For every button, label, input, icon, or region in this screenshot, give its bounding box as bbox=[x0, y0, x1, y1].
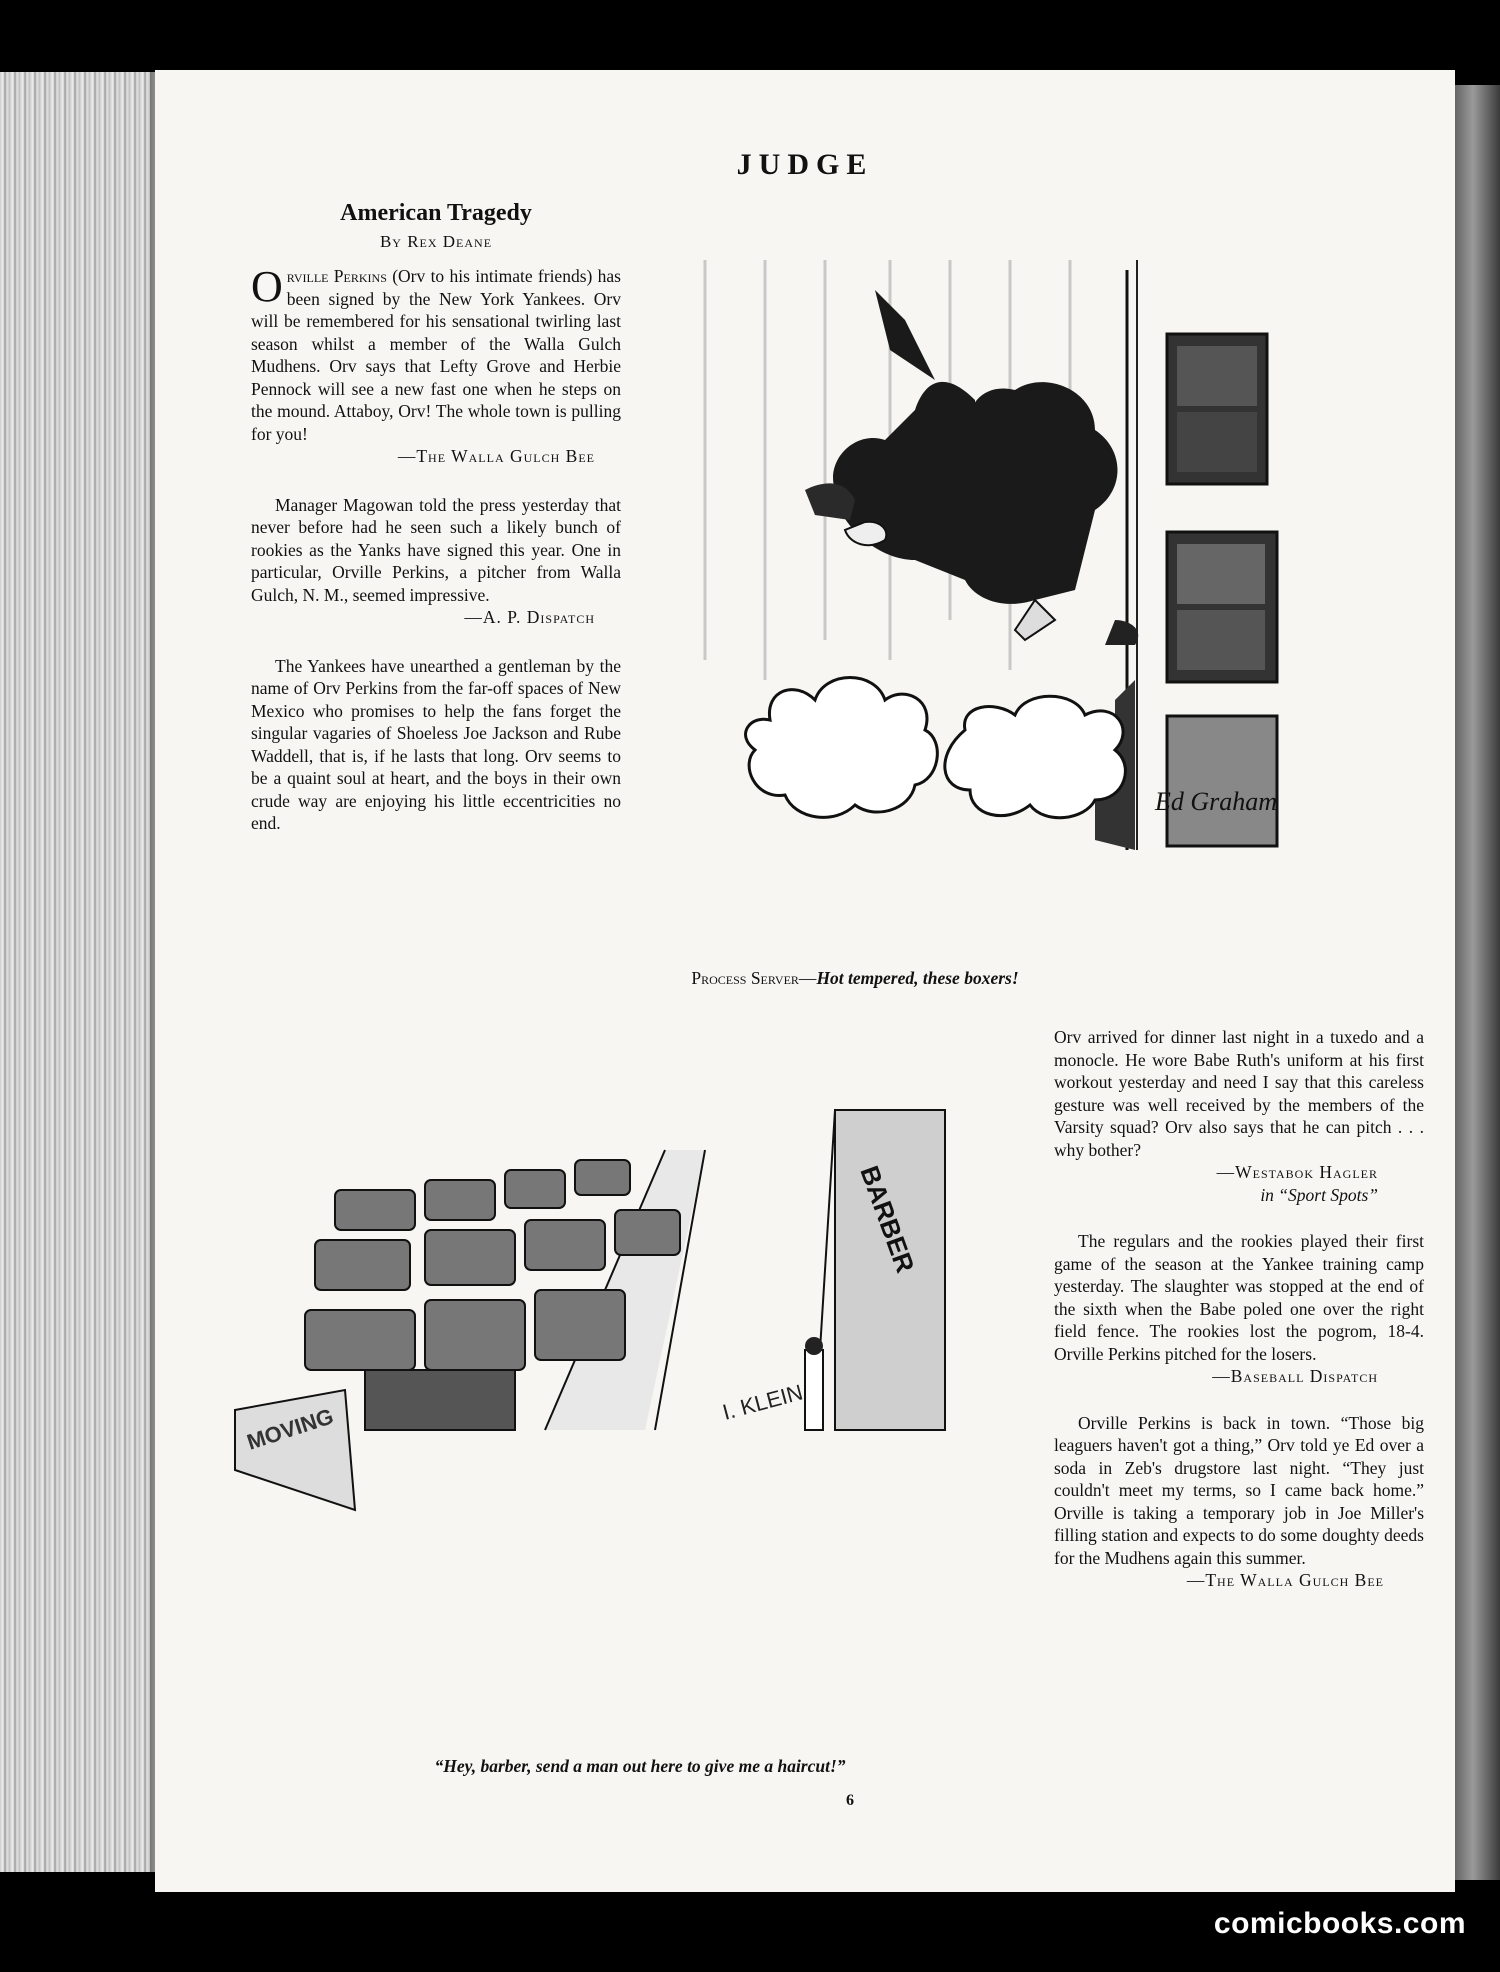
magazine-title: JUDGE bbox=[736, 148, 874, 181]
article-left-column bbox=[251, 202, 621, 835]
item-1-source: —The Walla Gulch Bee bbox=[397, 446, 595, 466]
item-1-text: (Orv to his intimate friends) has been signed by the New York Yankees. Orv will be remembered for his sensational twirling last season whilst a member of the Walla Gulch Mudhens. Orv says that Lefty Grove and Herbie Pennock will see a new fast one when he steps on the mound. Attaboy, Orv! The whole town is pulling for you! bbox=[251, 266, 621, 444]
article-title: American Tragedy bbox=[340, 200, 532, 226]
article-item-2: Manager Magowan told the press yesterday that never before had he seen such a likely bunch of rookies as the Yanks have signed this year. One in particular, Orville Perkins, a pitcher from Walla Gulch, N. M., seemed impressive. bbox=[251, 494, 621, 605]
drop-cap: O bbox=[251, 262, 283, 311]
book-right-edge bbox=[1455, 85, 1500, 1880]
cartoon-top-signature: Ed Graham bbox=[1155, 787, 1278, 816]
article-item-6: Orville Perkins is back in town. “Those big leaguers haven't got a thing,” Orv told ye Ed over a soda in Zeb's drugstore last night. “They just couldn't meet my terms, so I came back home.” Orville is taking a temporary job in Joe Miller's filling station and expects to do some doughty deeds for the Mudhens again this summer. bbox=[1054, 1412, 1424, 1568]
cartoon-bottom-caption bbox=[300, 1756, 980, 1777]
article-right-column bbox=[1054, 1026, 1424, 1592]
magazine-page bbox=[155, 70, 1455, 1892]
article-byline: By Rex Deane bbox=[379, 231, 493, 251]
item-6-source: —The Walla Gulch Bee bbox=[1186, 1570, 1384, 1590]
page-number: 6 bbox=[846, 1792, 854, 1809]
article-item-4: Orv arrived for dinner last night in a tuxedo and a monocle. He wore Babe Ruth's uniform at his first workout yesterday and need I say that this careless gesture was well received by the members of the Varsity squad? Orv also says that he can pitch . . . why bother? bbox=[1054, 1027, 1424, 1160]
moving-van-sign: MOVING bbox=[243, 1403, 337, 1455]
book-page-edges bbox=[0, 72, 172, 1872]
article-item-5: The regulars and the rookies played their first game of the season at the Yankee training camp yesterday. The slaughter was stopped at the end of the sixth when the Babe poled one over the right field fence. The rookies lost the pogrom, 18-4. Orville Perkins pitched for the losers. bbox=[1054, 1231, 1424, 1364]
barber-shop-sign: BARBER bbox=[854, 1161, 921, 1277]
caption-text: Hot tempered, these boxers! bbox=[816, 968, 1019, 988]
item-4-source: —Westabok Hagler bbox=[1216, 1162, 1378, 1182]
item-1-lead: rville Perkins bbox=[286, 266, 387, 286]
item-2-source: —A. P. Dispatch bbox=[464, 607, 595, 627]
caption-lead: Process Server— bbox=[691, 968, 817, 988]
bottom-caption-text: “Hey, barber, send a man out here to give me a haircut!” bbox=[434, 1756, 846, 1776]
traffic-jam-cartoon bbox=[215, 810, 965, 1455]
watermark: comicbooks.com bbox=[1213, 1907, 1466, 1940]
item-5-source: —Baseball Dispatch bbox=[1212, 1366, 1378, 1386]
item-4-source-line2: in “Sport Spots” bbox=[1260, 1184, 1378, 1205]
process-server-cartoon bbox=[675, 260, 1375, 870]
cartoon-bottom-signature: I. KLEIN bbox=[719, 1379, 806, 1425]
article-item-1 bbox=[251, 262, 621, 445]
article-item-3: The Yankees have unearthed a gentleman by the name of Orv Perkins from the far-off spaces of New Mexico who promises to help the fans forget the singular vagaries of Shoeless Joe Jackson and Rube Waddell, that is, if he lasts that long. Orv seems to be a quaint soul at heart, and the boys in their own crude way are enjoying his little eccentricities no end. bbox=[251, 655, 621, 833]
